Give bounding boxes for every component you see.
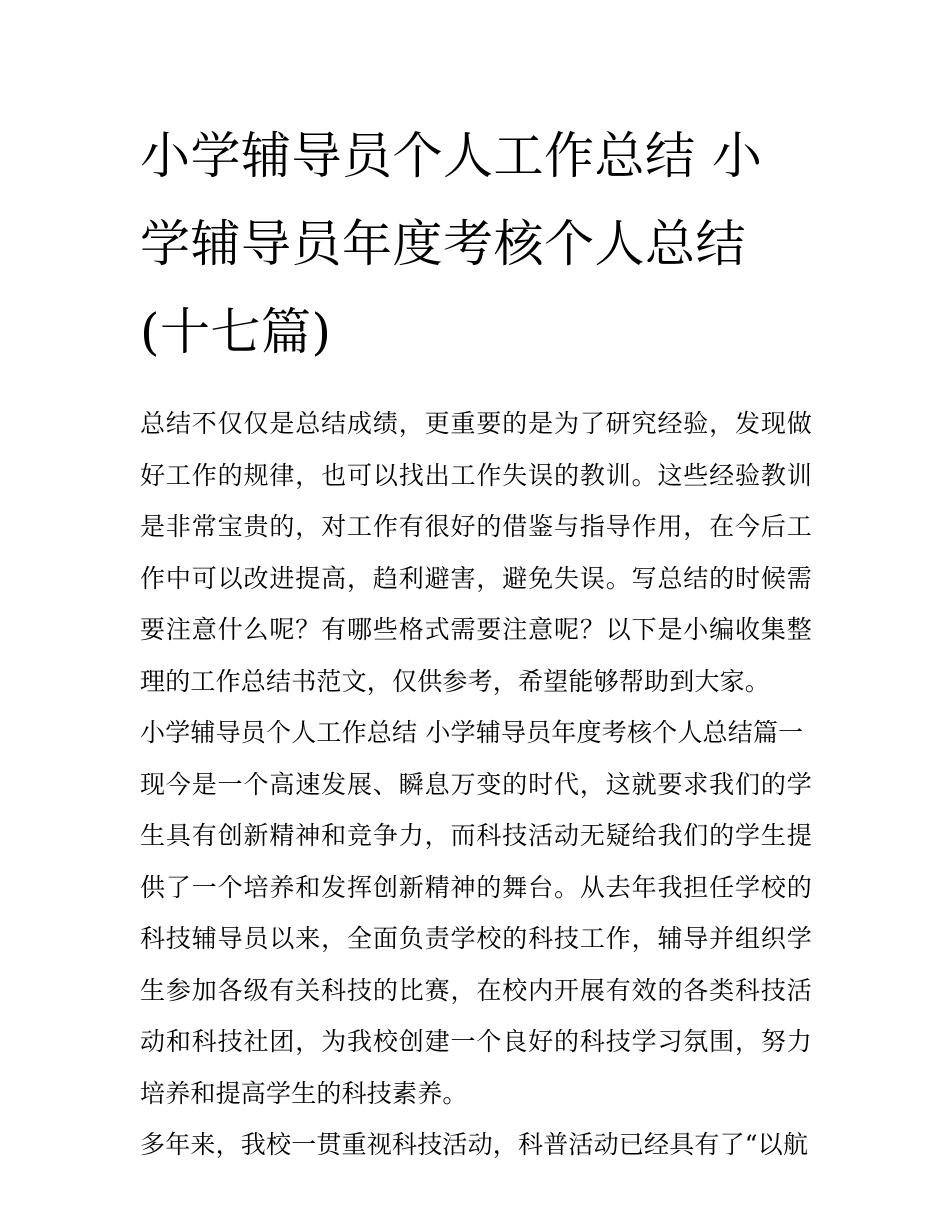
document-body [140, 398, 812, 1171]
section-heading: 小学辅导员个人工作总结 小学辅导员年度考核个人总结篇一 [140, 718, 804, 747]
body-paragraph: 现今是一个高速发展、瞬息万变的时代，这就要求我们的学生具有创新精神和竞争力，而科技活动无疑给我们的学生提供了一个培养和发挥创新精神的舞台。从去年我担任学校的科技辅导员以来，全面负责学校的科技工作，辅导并组织学生参加各级有关科技的比赛，在校内开展有效的各类科技活动和科技社团，为我校创建一个良好的科技学习氛围，努力培养和提高学生的科技素养。 [140, 769, 812, 1108]
document-content [140, 112, 812, 1171]
body-paragraph: 多年来，我校一贯重视科技活动，科普活动已经具有了“以航 [140, 1130, 809, 1159]
document-title: 小学辅导员个人工作总结 小学辅导员年度考核个人总结(十七篇) [140, 127, 763, 361]
intro-paragraph: 总结不仅仅是总结成绩，更重要的是为了研究经验，发现做好工作的规律，也可以找出工作失误的教训。这些经验教训是非常宝贵的，对工作有很好的借鉴与指导作用，在今后工作中可以改进提高，趋利避害，避免失误。写总结的时候需要注意什么呢？有哪些格式需要注意呢？以下是小编收集整理的工作总结书范文，仅供参考，希望能够帮助到大家。 [140, 409, 812, 696]
